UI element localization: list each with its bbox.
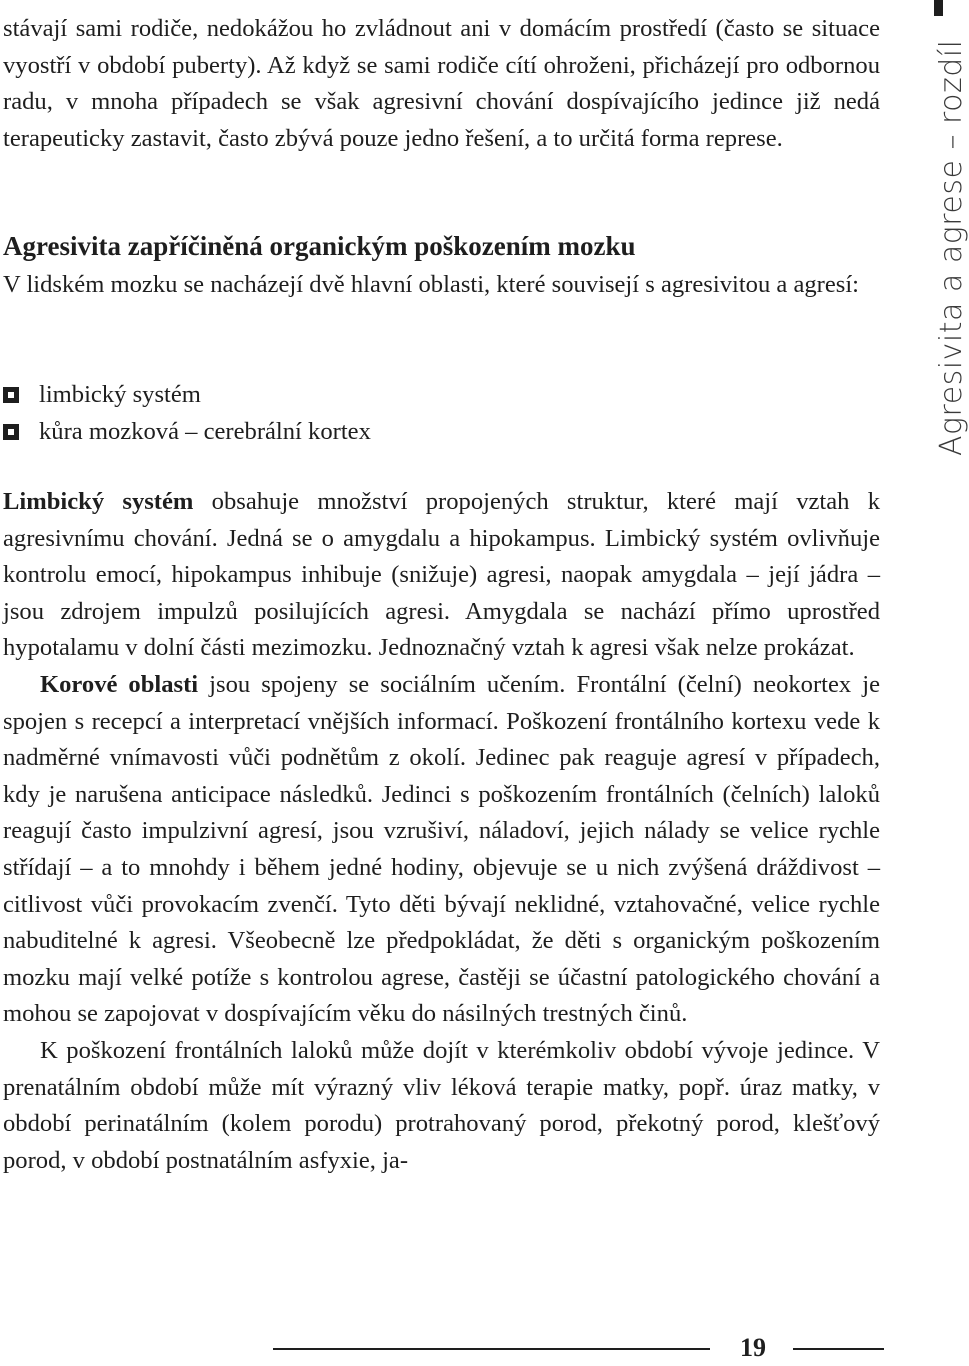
page-number: 19: [740, 1333, 766, 1362]
footer-rule-left: [273, 1348, 710, 1350]
list-item: [3, 413, 371, 450]
section-heading: Agresivita zapříčiněná organickým poškozením mozku: [3, 231, 636, 261]
term-limbic: Limbický systém: [3, 488, 194, 515]
intro-paragraph: stávají sami rodiče, nedokážou ho zvládnout ani v domácím prostředí (často se situace vyostří v období puberty). Až když se sami rodiče cítí ohroženi, přicházejí pro odbornou radu, v mnoha případech se však agresivní chování dospívajícího jedince již nedá terapeuticky zastavit, často zbývá pouze jedno řešení, a to určitá forma represe.: [3, 15, 880, 152]
paragraph-limbic: [3, 484, 880, 667]
side-tab-label: Agresivita a agrese – rozdíl: [934, 39, 969, 456]
list-item: [3, 376, 371, 413]
section-lead: V lidském mozku se nacházejí dvě hlavní oblasti, které souvisejí s agresivitou a agresí:: [3, 271, 860, 298]
paragraph-frontal: K poškození frontálních laloků může dojít v kterémkoliv období vývoje jedince. V prenatálním období může mít výrazný vliv léková terapie matky, popř. úraz matky, v období perinatálním (kolem porodu) protrahovaný porod, překotný porod, klešťový porod, v období postnatálním asfyxie, ja-: [3, 1036, 880, 1174]
paragraph-limbic-text: obsahuje množství propojených struktur, které mají vztah k agresivnímu chování. Jedná se o amygdalu a hipokampus. Limbický systém ovlivňuje kontrolu emocí, hipokampus inhibuje (snižuje) agresi, naopak amygdala – její jádra – jsou zdrojem impulzů posilujících agresi. Amygdala se nachází přímo uprostřed hypotalamu v dolní části mezimozku. Jednoznačný vztah k agresi však nelze prokázat.: [3, 488, 880, 662]
list-item-text: limbický systém: [39, 381, 201, 408]
paragraph-cortex-text: jsou spojeny se sociálním učením. Frontální (čelní) neokortex je spojen s recepcí a interpretací vnějších informací. Poškození frontálního kortexu vede k nadměrné vnímavosti vůči podnětům z okolí. Jedinec pak reaguje agresí v případech, kdy je narušena anticipace následků. Jedinci s poškozením frontálních (čelních) laloků reagují často impulzivní agresí, jsou vzrušiví, náladoví, jejich nálady se velice rychle střídají – a to mnohdy i během jedné hodiny, objevuje se u nich zvýšená dráždivost – citlivost vůči provokacím zvenčí. Tyto děti bývají neklidné, vztahovačné, velice rychle nabuditelné k agresi. Všeobecně lze předpokládat, že děti s organickým poškozením mozku mají velké potíže s kontrolou agrese, častěji se účastní patologického chování a mohou se zapojovat v dospívajícím věku do násilných trestných činů.: [3, 670, 880, 1028]
square-bullet-icon: [3, 387, 19, 403]
term-cortex: Korové oblasti: [40, 670, 199, 698]
footer-rule-right: [793, 1348, 884, 1350]
bullet-list: [3, 376, 371, 450]
square-bullet-icon: [3, 424, 19, 440]
list-item-text: kůra mozková – cerebrální kortex: [39, 418, 371, 445]
side-tab-marker: [934, 0, 943, 16]
paragraph-cortex: [3, 667, 880, 1033]
body-text: [3, 484, 880, 1179]
